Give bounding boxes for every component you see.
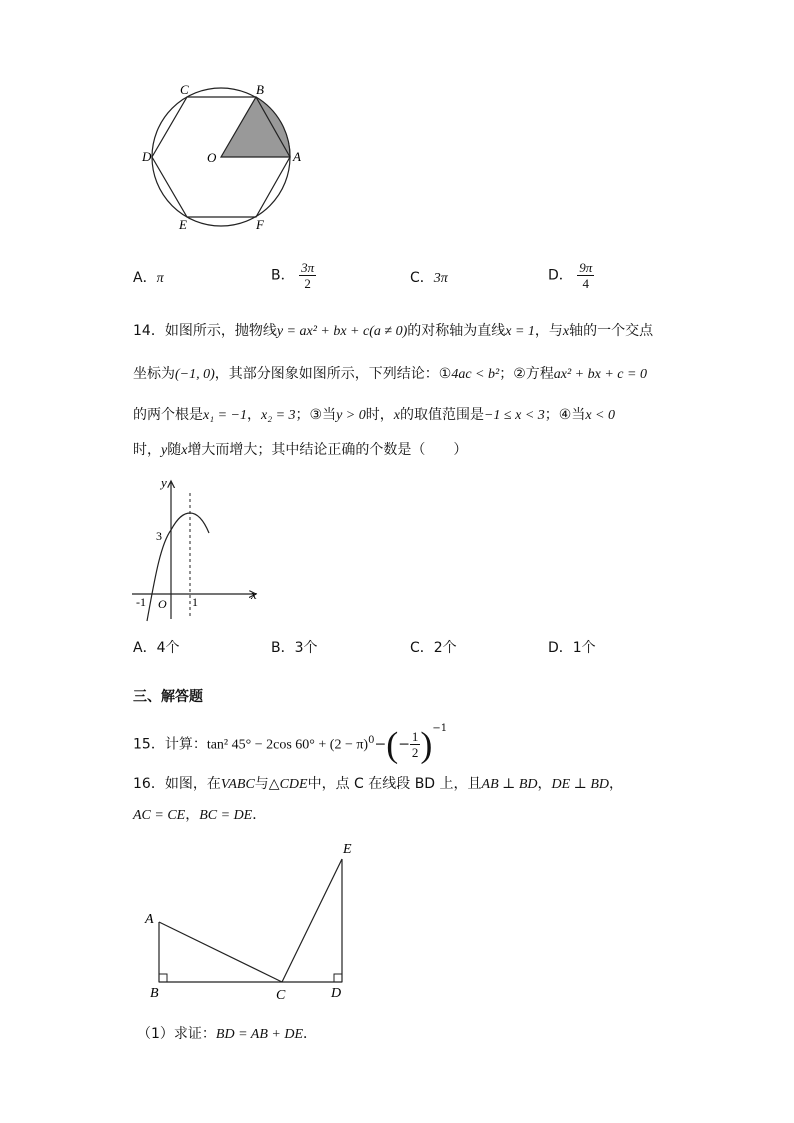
tick-3: 3 — [156, 529, 162, 543]
hexagon-circle-figure — [140, 80, 310, 240]
label-d: D — [142, 149, 152, 164]
label-e: E — [179, 217, 187, 232]
label-a: A — [293, 149, 301, 164]
label-b: B — [256, 82, 264, 97]
label-a: A — [145, 912, 154, 927]
fraction-3pi-2: $\frac{3\pi}{2}$ — [301, 260, 315, 291]
q13-option-c: C．3π — [410, 270, 448, 286]
q16-line-1: 16．如图，在VABC与△CDE中，点 C 在线段 BD 上，且AB ⊥ BD，DE ⊥ BD， — [133, 776, 623, 792]
label-b: B — [150, 986, 159, 1001]
fraction-1-2: $\frac{1}{2}$ — [411, 729, 419, 761]
label-f: F — [256, 217, 264, 232]
q13-option-d: D． $\frac{9\pi}{4}$ — [548, 260, 593, 291]
tick-neg1: -1 — [136, 595, 146, 609]
q14-option-b: B．3个 — [271, 640, 318, 656]
q14-line-1: 14．如图所示，抛物线y = ax² + bx + c(a ≠ 0)的对称轴为直线x = 1，与x轴的一个交点 — [133, 323, 654, 339]
label-c: C — [180, 82, 189, 97]
q14-line-2: 坐标为(−1, 0)，其部分图象如图所示，下列结论：①4ac < b²；②方程ax² + bx + c = 0 — [133, 366, 647, 382]
q16-part-1: （1）求证：BD = AB + DE． — [137, 1026, 317, 1042]
triangles-figure — [140, 838, 370, 1008]
label-o: O — [207, 150, 217, 165]
q13-option-a: A．π — [133, 270, 164, 286]
big-paren-left: ( — [386, 724, 399, 765]
y-axis-label: y — [161, 475, 167, 490]
right-angle-d — [334, 974, 342, 982]
parabola-graph — [130, 473, 270, 623]
x-axis-label: x — [251, 587, 257, 602]
q13-option-b: B． $\frac{3\pi}{2}$ — [271, 260, 315, 291]
big-paren-right: ) — [420, 724, 433, 765]
label-c: C — [276, 988, 286, 1003]
q14-option-d: D．1个 — [548, 640, 596, 656]
section-title: 三、解答题 — [133, 689, 203, 705]
fraction-9pi-4: $\frac{9\pi}{4}$ — [579, 260, 593, 291]
q14-line-3: 的两个根是x₁ = −1，x₂ = 3；③当y > 0时，x的取值范围是−1 ≤ x < 3；④当x < 0 — [133, 407, 615, 423]
segment-ac — [159, 922, 282, 982]
shaded-sector — [221, 97, 290, 157]
q14-option-c: C．2个 — [410, 640, 457, 656]
tick-1: 1 — [192, 595, 198, 609]
q15-line: 15．计算：tan² 45° − 2cos $60^\circ + (2 - \pi)^0-(-$ $\frac{1}{2}$ )$^{-1}$ — [133, 723, 448, 765]
q14-line-4: 时，y随x增大而增大；其中结论正确的个数是（ ） — [133, 442, 468, 458]
segment-ce — [282, 859, 342, 982]
q16-line-2: AC = CE，BC = DE． — [133, 807, 267, 823]
label-d: D — [331, 986, 342, 1001]
origin-label: O — [158, 597, 167, 611]
right-angle-b — [159, 974, 167, 982]
label-e: E — [343, 842, 352, 857]
q14-option-a: A．4个 — [133, 640, 180, 656]
